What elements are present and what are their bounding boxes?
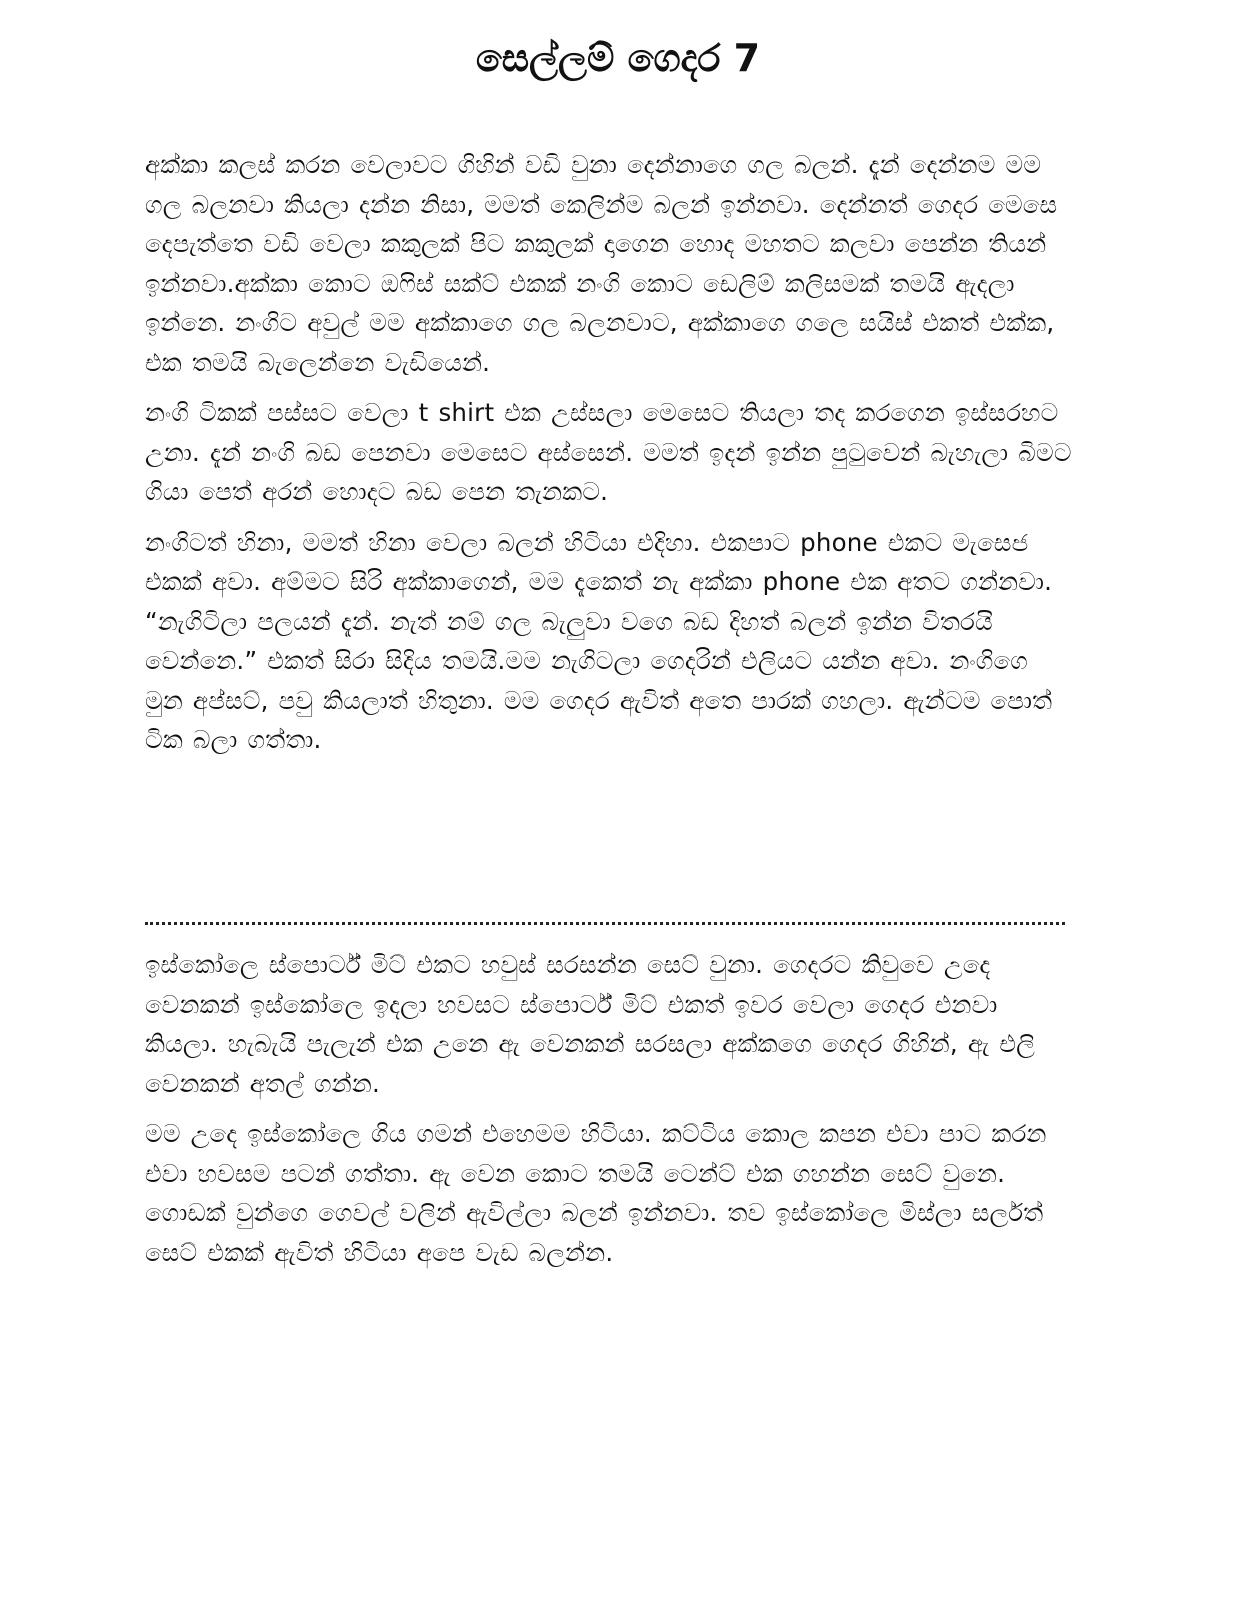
paragraph: මම උදෙ ඉස්කෝලෙ ගිය ගමන් එහෙමම හිටියා. කට්ටිය කොල කපන එවා පාට කරන එවා හවසම පටන් ගත්තා. ඇ වෙන කොට තමයි ටෙන්ට් එක ගහන්න සෙට් වුනෙ. ගොඩක් වුන්ගෙ ගෙවල් වලින් ඇවිල්ලා බලන් ඉන්නවා. තව ඉස්කෝලෙ මිස්ලා සර්ලත් සෙට් එකක් ඇවිත් හිටියා අපෙ වැඩ බලන්න. [145, 1119, 1047, 1267]
story-section-1 [145, 145, 1075, 760]
story-section-2 [145, 945, 1075, 1272]
paragraph: නංගිටත් හිනා, මමත් හිනා වෙලා බලන් හිටියා එදිහා. එකපාට phone එකට මැසෙජ එකක් අවා. අම්මට සිරි අක්කාගෙන්, මම දැකෙත් නැ අක්කා phone එක අතට ගන්නවා. “නැගිටිලා පලයන් දැන්. නැත් නම් ගල බැලුවා වගෙ බඩ දිහත් බලන් ඉන්න විතරයි වෙන්නෙ.” එකත් සිරා සිදිය තමයි.මම නැගිටලා ගෙදරින් එලියට යන්න අවා. නංගිගෙ මුන අප්සට්, පවු කියලාත් හිතුනා. මම ගෙදර ඇවිත් අතෙ පාරක් ගහලා. ඇන්ටම පොත් ටික බලා ගත්තා. [145, 527, 1053, 754]
paragraph: ඉස්කෝලෙ ස්පොර්ට් මිට් එකට හවුස් සරසන්න සෙට් වුනා. ගෙදරට කිවුවෙ උදෙ වෙනකන් ඉස්කෝලෙ ඉදලා හවසට ස්පොර්ට් මිට් එකත් ඉවර වෙලා ගෙදර එනවා කියලා. හැබැයි පැලැන් එක උනෙ ඇ වෙනකන් සරසලා අක්කගෙ ගෙදර ගිහින්, ඇ එලි වෙනකන් අතල් ගන්න. [145, 950, 1036, 1098]
paragraph: අක්කා කලස් කරන වෙලාවට ගිහින් වඩි වුනා දෙන්නාගෙ ගල බලන්. දැන් දෙන්නම මම ගල බලනවා කියලා දන්න නිසා, මමත් කෙලින්ම බලන් ඉන්නවා. දෙන්නත් ගෙදර මෙසෙ දෙපැත්තෙ වඩි වෙලා කකුලක් පිට කකුලක් දාගෙන හොද මහතට කලවා පෙන්න තියන් ඉන්නවා.අක්කා කොට ඔෆිස් සක්ට් එකක් නංගි කොට ඩෙලිම් කලිසමක් තමයි ඇදලා ඉන්නෙ. නංගිට අවුල් මම අක්කාගෙ ගල බලනවාට, අක්කාගෙ ගලෙ සයිස් එකත් එක්ක, එක තමයි බැලෙන්නෙ වැඩියෙන්. [145, 150, 1058, 377]
dotted-separator [145, 922, 1065, 925]
page-title: සෙල්ලම් ගෙදර 7 [475, 36, 761, 80]
paragraph: නංගි ටිකක් පස්සට වෙලා t shirt එක උස්සලා මෙසෙට තියලා තද කරගෙන ඉස්සරහට උනා. දැන් නංගි බඩ පෙනවා මෙසෙට අස්සෙන්. මමත් ඉදන් ඉන්න පුටුවෙන් බැහැලා බිමට ගියා පෙත් අරන් හොදට බඩ පෙන තැනකට. [145, 398, 1072, 506]
